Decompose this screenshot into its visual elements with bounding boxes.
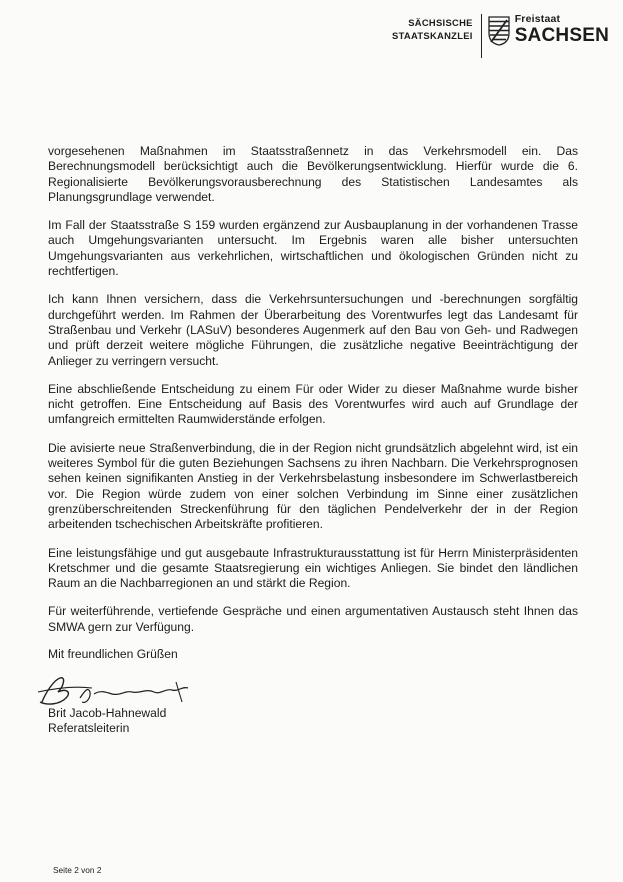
letterhead [392,14,609,58]
signature-block [48,706,166,737]
signatory-name: Brit Jacob-Hahnewald [48,706,167,720]
paragraph-7: Für weiterführende, vertiefende Gespräche und einen argumentativen Austausch steht Ihnen das SMWA gern zur Verfügung. [48,604,578,634]
paragraph-3: Ich kann Ihnen versichern, dass die Verkehrsuntersuchungen und -berechnungen sorgfältig durchgeführt werden. Im Rahmen der Überarbeitung des Vorentwurfes legt das Landesamt für Straßenbau und Verkehr (LASuV) besonderes Augenmerk auf den Bau von Geh- und Radwegen und prüft derzeit weitere mögliche Führungen, die zusätzliche negative Beeinträchtigung der Anlieger zu verringern versucht. [48,292,578,368]
closing-greeting: Mit freundlichen Grüßen [48,647,178,662]
header-divider [481,14,482,58]
sender-block [392,14,473,42]
sender-line-2: STAATSKANZLEI [392,29,473,41]
saxony-coat-of-arms-icon [488,16,510,46]
paragraph-2: Im Fall der Staatsstraße S 159 wurden ergänzend zur Ausbauplanung in der vorhandenen Trasse auch Umgehungsvarianten untersucht. Im Ergebnis waren alle bisher untersuchten Umgehungsvarianten aus verkehrlichen, wirtschaftlichen und ökologischen Gründen nicht zu rechtfertigen. [48,218,578,279]
paragraph-4: Eine abschließende Entscheidung zu einem Für oder Wider zu dieser Maßnahme wurde bisher nicht getroffen. Eine Entscheidung auf Basis des Vorentwurfes wird auch auf Grundlage der umfangreich ermittelten Raumwiderstände erfolgen. [48,381,578,427]
state-name-block [515,14,609,45]
signatory-title: Referatsleiterin [48,721,130,736]
paragraph-1: vorgesehenen Maßnahmen im Staatsstraßennetz in das Verkehrsmodell ein. Das Berechnungsmodell berücksichtigt auch die Bevölkerungsentwicklung. Hierfür wurde die 6. Regionalisierte Bevölkerungsvorausberechnung des Statistischen Landesamtes als Planungsgrundlage verwendet. [48,144,578,204]
page-number: Seite 2 von 2 [53,865,102,875]
sender-line-1: SÄCHSISCHE [408,17,473,28]
state-small-label: Freistaat [514,13,561,25]
paragraph-5: Die avisierte neue Straßenverbindung, die in der Region nicht grundsätzlich abgelehnt wird, ist ein weiteres Symbol für die guten Beziehungen Sachsens zu ihren Nachbarn. Die Verkehrsprognosen sehen keinen signifikanten Anstieg in der Verkehrsbelastung insbesondere im Schwerlastbereich vor. Die Region würde zudem von einer solchen Verbindung im Sinne einer zusätzlichen grenzüberschreitenden Streckenführung für den täglichen Pendelverkehr der in der Region arbeitenden tschechischen Arbeitskräfte profitieren. [48,440,578,532]
paragraph-6: Eine leistungsfähige und gut ausgebaute Infrastrukturausstattung ist für Herrn Ministerpräsidenten Kretschmer und die gesamte Staatsregierung ein wichtiges Anliegen. Sie bindet den ländlichen Raum an die Nachbarregionen an und stärkt die Region. [48,545,578,591]
state-big-label: SACHSEN [514,24,609,46]
letter-body [48,144,578,662]
